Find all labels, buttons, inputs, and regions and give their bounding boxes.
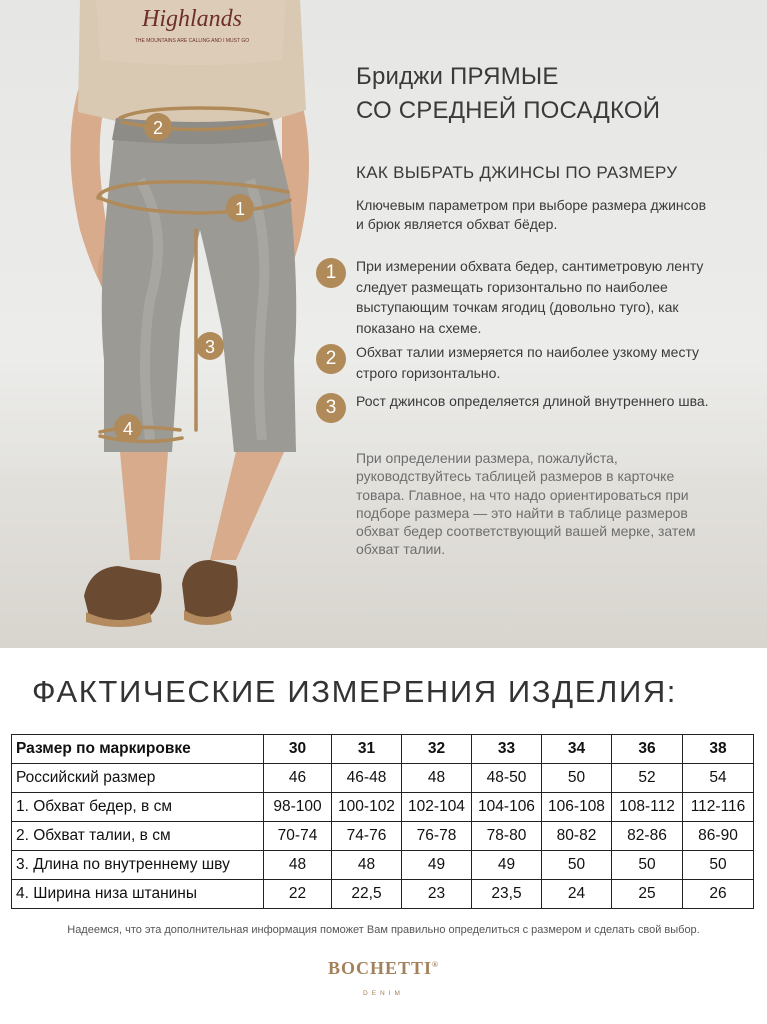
- table-cell: 50: [612, 851, 683, 880]
- table-cell: 106-108: [542, 793, 612, 822]
- step-2-text: Обхват талии измеряется по наиболее узкому месту строго горизонтально.: [356, 344, 700, 381]
- header-cell: 33: [472, 735, 542, 764]
- brand-registered-mark: ®: [432, 960, 439, 969]
- table-cell: 26: [683, 880, 754, 909]
- table-cell: 48: [402, 764, 472, 793]
- table-cell: 80-82: [542, 822, 612, 851]
- table-cell: 23,5: [472, 880, 542, 909]
- table-cell: 46: [264, 764, 332, 793]
- header-cell: 32: [402, 735, 472, 764]
- table-cell: 108-112: [612, 793, 683, 822]
- marker-1: [226, 194, 254, 222]
- table-row: [12, 851, 754, 880]
- table-cell: 82-86: [612, 822, 683, 851]
- header-cell: 38: [683, 735, 754, 764]
- step-1-badge: 1: [316, 258, 346, 288]
- svg-text:3: 3: [204, 337, 216, 357]
- guide-note: При определении размера, пожалуйста, руководствуйтесь таблицей размеров в карточке товара. Главное, на что надо ориентироваться при подборе размера — это найти в таблице размеров обхват бедер соответствующий вашей мерке, затем обхват талии.: [356, 450, 696, 558]
- table-cell: 48: [332, 851, 402, 880]
- footer-note: Надеемся, что эта дополнительная информация поможет Вам правильно определиться с размером и сделать свой выбор.: [67, 924, 700, 936]
- guide-lead: Ключевым параметром при выборе размера джинсов и брюк является обхват бёдер.: [356, 197, 707, 232]
- table-header-row: [12, 735, 754, 764]
- step-3-text: Рост джинсов определяется длиной внутреннего шва.: [356, 393, 709, 409]
- table-cell: 52: [612, 764, 683, 793]
- row-label: 3. Длина по внутреннему шву: [12, 851, 264, 880]
- table-cell: 78-80: [472, 822, 542, 851]
- product-title-line-2: СО СРЕДНЕЙ ПОСАДКОЙ: [356, 97, 661, 124]
- header-cell: 30: [264, 735, 332, 764]
- table-cell: 112-116: [683, 793, 754, 822]
- table-row: [12, 822, 754, 851]
- header-cell: 31: [332, 735, 402, 764]
- table-cell: 50: [683, 851, 754, 880]
- table-row: [12, 793, 754, 822]
- step-3-badge: 3: [316, 393, 346, 423]
- size-table: [11, 734, 754, 909]
- product-title-line-1: Бриджи ПРЯМЫЕ: [356, 63, 559, 90]
- row-label: Российский размер: [12, 764, 264, 793]
- marker-3: [196, 332, 224, 360]
- guide-heading: КАК ВЫБРАТЬ ДЖИНСЫ ПО РАЗМЕРУ: [356, 163, 678, 182]
- header-cell: 36: [612, 735, 683, 764]
- brand-subline: DENIM: [363, 990, 404, 997]
- table-cell: 86-90: [683, 822, 754, 851]
- table-cell: 49: [402, 851, 472, 880]
- table-cell: 54: [683, 764, 754, 793]
- svg-text:1: 1: [234, 199, 246, 219]
- svg-text:2: 2: [152, 118, 164, 138]
- shirt-print-subtitle: THE MOUNTAINS ARE CALLING AND I MUST GO: [134, 38, 250, 44]
- marker-2: [144, 113, 172, 141]
- marker-4: [114, 414, 142, 442]
- table-cell: 70-74: [264, 822, 332, 851]
- header-cell: Размер по маркировке: [12, 735, 264, 764]
- product-title: [356, 60, 660, 128]
- shirt-print-title: Highlands: [141, 6, 243, 32]
- table-cell: 50: [542, 851, 612, 880]
- table-cell: 25: [612, 880, 683, 909]
- step-1-text: При измерении обхвата бедер, сантиметровую ленту следует размещать горизонтально по наиболее выступающим точкам ягодиц (довольно туго), как показано на схеме.: [356, 258, 704, 336]
- table-cell: 22,5: [332, 880, 402, 909]
- table-cell: 48: [264, 851, 332, 880]
- table-cell: 102-104: [402, 793, 472, 822]
- table-cell: 50: [542, 764, 612, 793]
- row-label: 1. Обхват бедер, в см: [12, 793, 264, 822]
- brand-name: BOCHETTI: [327, 958, 433, 978]
- measurements-heading: ФАКТИЧЕСКИЕ ИЗМЕРЕНИЯ ИЗДЕЛИЯ:: [32, 674, 678, 709]
- table-cell: 23: [402, 880, 472, 909]
- table-cell: 24: [542, 880, 612, 909]
- table-cell: 49: [472, 851, 542, 880]
- header-cell: 34: [542, 735, 612, 764]
- table-cell: 104-106: [472, 793, 542, 822]
- step-2-badge: 2: [316, 344, 346, 374]
- brand-logo: [0, 958, 767, 979]
- svg-text:4: 4: [122, 419, 134, 439]
- table-cell: 46-48: [332, 764, 402, 793]
- table-cell: 22: [264, 880, 332, 909]
- table-cell: 48-50: [472, 764, 542, 793]
- row-label: 2. Обхват талии, в см: [12, 822, 264, 851]
- table-cell: 98-100: [264, 793, 332, 822]
- table-row: [12, 880, 754, 909]
- table-cell: 74-76: [332, 822, 402, 851]
- table-cell: 100-102: [332, 793, 402, 822]
- table-row: [12, 764, 754, 793]
- table-cell: 76-78: [402, 822, 472, 851]
- row-label: 4. Ширина низа штанины: [12, 880, 264, 909]
